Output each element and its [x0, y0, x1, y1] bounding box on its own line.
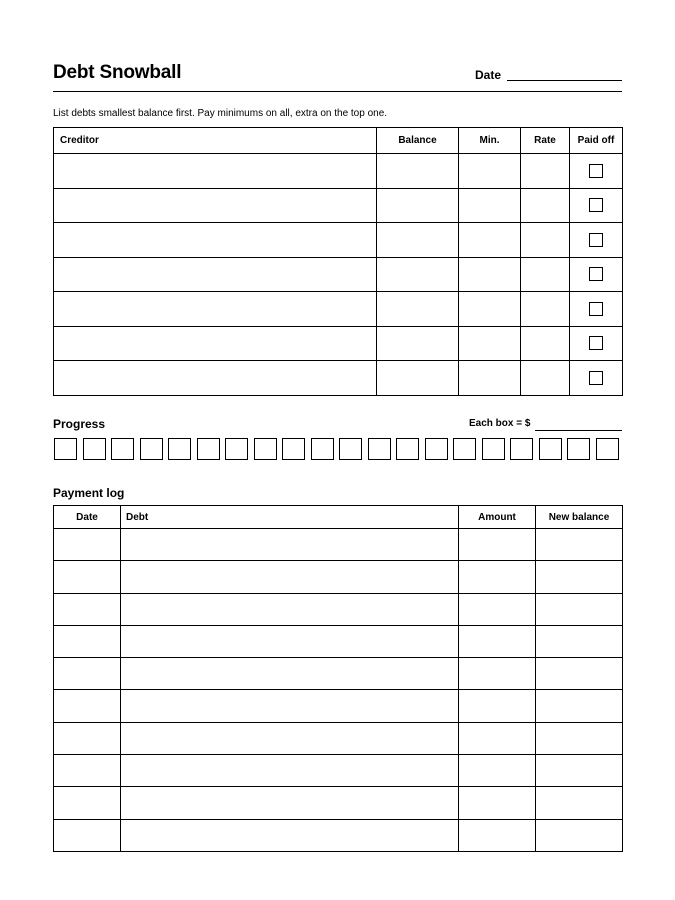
paid-off-checkbox[interactable]	[589, 336, 603, 350]
progress-box[interactable]	[54, 438, 77, 460]
progress-box[interactable]	[197, 438, 220, 460]
paid-off-checkbox[interactable]	[589, 164, 603, 178]
min-cell[interactable]	[459, 361, 521, 396]
date-label: Date	[475, 68, 502, 82]
date-field-line[interactable]	[507, 80, 622, 81]
paid-off-cell	[570, 257, 623, 292]
log-amount-cell[interactable]	[459, 529, 536, 561]
log-amount-cell[interactable]	[459, 722, 536, 754]
debt-row	[54, 154, 623, 189]
min-cell[interactable]	[459, 154, 521, 189]
debt-row	[54, 292, 623, 327]
paid-off-checkbox[interactable]	[589, 371, 603, 385]
paid-off-cell	[570, 188, 623, 223]
progress-box[interactable]	[140, 438, 163, 460]
log-row	[54, 529, 623, 561]
log-date-cell[interactable]	[54, 658, 121, 690]
log-amount-cell[interactable]	[459, 561, 536, 593]
progress-tracker	[54, 438, 622, 462]
log-amount-cell[interactable]	[459, 593, 536, 625]
log-new-balance-cell[interactable]	[536, 690, 623, 722]
log-new-balance-cell[interactable]	[536, 819, 623, 851]
column-header-balance: Balance	[377, 128, 459, 154]
paid-off-cell	[570, 361, 623, 396]
min-cell[interactable]	[459, 292, 521, 327]
creditor-cell[interactable]	[54, 257, 377, 292]
log-debt-cell[interactable]	[121, 755, 459, 787]
progress-box[interactable]	[453, 438, 476, 460]
balance-cell[interactable]	[377, 223, 459, 258]
debt-row	[54, 361, 623, 396]
log-amount-cell[interactable]	[459, 787, 536, 819]
progress-box[interactable]	[311, 438, 334, 460]
column-header-paid-off: Paid off	[570, 128, 623, 154]
rate-cell[interactable]	[521, 223, 570, 258]
column-header-debt: Debt	[121, 506, 459, 529]
creditor-cell[interactable]	[54, 361, 377, 396]
log-row	[54, 690, 623, 722]
page-title: Debt Snowball	[53, 62, 182, 83]
log-new-balance-cell[interactable]	[536, 787, 623, 819]
creditor-cell[interactable]	[54, 326, 377, 361]
progress-box[interactable]	[567, 438, 590, 460]
log-row	[54, 625, 623, 657]
progress-box[interactable]	[482, 438, 505, 460]
balance-cell[interactable]	[377, 188, 459, 223]
log-debt-cell[interactable]	[121, 819, 459, 851]
log-new-balance-cell[interactable]	[536, 561, 623, 593]
log-row	[54, 819, 623, 851]
log-amount-cell[interactable]	[459, 658, 536, 690]
log-new-balance-cell[interactable]	[536, 722, 623, 754]
balance-cell[interactable]	[377, 154, 459, 189]
log-new-balance-cell[interactable]	[536, 529, 623, 561]
each-box-amount-line[interactable]	[535, 430, 622, 431]
log-amount-cell[interactable]	[459, 625, 536, 657]
log-new-balance-cell[interactable]	[536, 755, 623, 787]
header-divider	[53, 91, 622, 92]
progress-title: Progress	[53, 417, 106, 431]
payment-log-table	[53, 505, 623, 852]
log-date-cell[interactable]	[54, 593, 121, 625]
log-new-balance-cell[interactable]	[536, 593, 623, 625]
log-new-balance-cell[interactable]	[536, 658, 623, 690]
log-debt-cell[interactable]	[121, 722, 459, 754]
log-row	[54, 658, 623, 690]
column-header-creditor: Creditor	[54, 128, 377, 154]
log-date-cell[interactable]	[54, 561, 121, 593]
each-box-label: Each box = $	[469, 418, 531, 429]
log-date-cell[interactable]	[54, 690, 121, 722]
rate-cell[interactable]	[521, 154, 570, 189]
paid-off-checkbox[interactable]	[589, 267, 603, 281]
paid-off-cell	[570, 154, 623, 189]
debts-header-row	[54, 128, 623, 154]
progress-box[interactable]	[111, 438, 134, 460]
creditor-cell[interactable]	[54, 223, 377, 258]
balance-cell[interactable]	[377, 257, 459, 292]
paid-off-checkbox[interactable]	[589, 233, 603, 247]
instructions-text: List debts smallest balance first. Pay minimums on all, extra on the top one.	[53, 108, 388, 119]
progress-box[interactable]	[225, 438, 248, 460]
log-debt-cell[interactable]	[121, 787, 459, 819]
rate-cell[interactable]	[521, 257, 570, 292]
debt-row	[54, 257, 623, 292]
log-amount-cell[interactable]	[459, 755, 536, 787]
paid-off-checkbox[interactable]	[589, 302, 603, 316]
rate-cell[interactable]	[521, 361, 570, 396]
rate-cell[interactable]	[521, 188, 570, 223]
log-amount-cell[interactable]	[459, 819, 536, 851]
log-date-cell[interactable]	[54, 755, 121, 787]
log-row	[54, 593, 623, 625]
log-new-balance-cell[interactable]	[536, 625, 623, 657]
debt-row	[54, 223, 623, 258]
log-debt-cell[interactable]	[121, 561, 459, 593]
log-row	[54, 722, 623, 754]
log-date-cell[interactable]	[54, 722, 121, 754]
column-header-min: Min.	[459, 128, 521, 154]
progress-box[interactable]	[339, 438, 362, 460]
min-cell[interactable]	[459, 223, 521, 258]
log-date-cell[interactable]	[54, 625, 121, 657]
progress-box[interactable]	[83, 438, 106, 460]
progress-box[interactable]	[254, 438, 277, 460]
log-amount-cell[interactable]	[459, 690, 536, 722]
paid-off-cell	[570, 326, 623, 361]
min-cell[interactable]	[459, 188, 521, 223]
balance-cell[interactable]	[377, 326, 459, 361]
balance-cell[interactable]	[377, 292, 459, 327]
log-row	[54, 561, 623, 593]
rate-cell[interactable]	[521, 326, 570, 361]
balance-cell[interactable]	[377, 361, 459, 396]
log-row	[54, 755, 623, 787]
log-date-cell[interactable]	[54, 529, 121, 561]
column-header-amount: Amount	[459, 506, 536, 529]
progress-box[interactable]	[596, 438, 619, 460]
log-header-row	[54, 506, 623, 529]
log-debt-cell[interactable]	[121, 593, 459, 625]
min-cell[interactable]	[459, 326, 521, 361]
log-date-cell[interactable]	[54, 787, 121, 819]
log-debt-cell[interactable]	[121, 625, 459, 657]
progress-box[interactable]	[396, 438, 419, 460]
progress-box[interactable]	[282, 438, 305, 460]
progress-box[interactable]	[539, 438, 562, 460]
log-date-cell[interactable]	[54, 819, 121, 851]
column-header-rate: Rate	[521, 128, 570, 154]
debt-row	[54, 188, 623, 223]
progress-box[interactable]	[168, 438, 191, 460]
column-header-new-balance: New balance	[536, 506, 623, 529]
progress-box[interactable]	[425, 438, 448, 460]
creditor-cell[interactable]	[54, 154, 377, 189]
log-debt-cell[interactable]	[121, 690, 459, 722]
progress-box[interactable]	[368, 438, 391, 460]
paid-off-checkbox[interactable]	[589, 198, 603, 212]
creditor-cell[interactable]	[54, 292, 377, 327]
log-debt-cell[interactable]	[121, 529, 459, 561]
progress-box[interactable]	[510, 438, 533, 460]
column-header-date: Date	[54, 506, 121, 529]
creditor-cell[interactable]	[54, 188, 377, 223]
payment-log-title: Payment log	[53, 486, 125, 500]
rate-cell[interactable]	[521, 292, 570, 327]
debts-table	[53, 127, 623, 396]
paid-off-cell	[570, 223, 623, 258]
log-debt-cell[interactable]	[121, 658, 459, 690]
log-row	[54, 787, 623, 819]
paid-off-cell	[570, 292, 623, 327]
debt-row	[54, 326, 623, 361]
min-cell[interactable]	[459, 257, 521, 292]
